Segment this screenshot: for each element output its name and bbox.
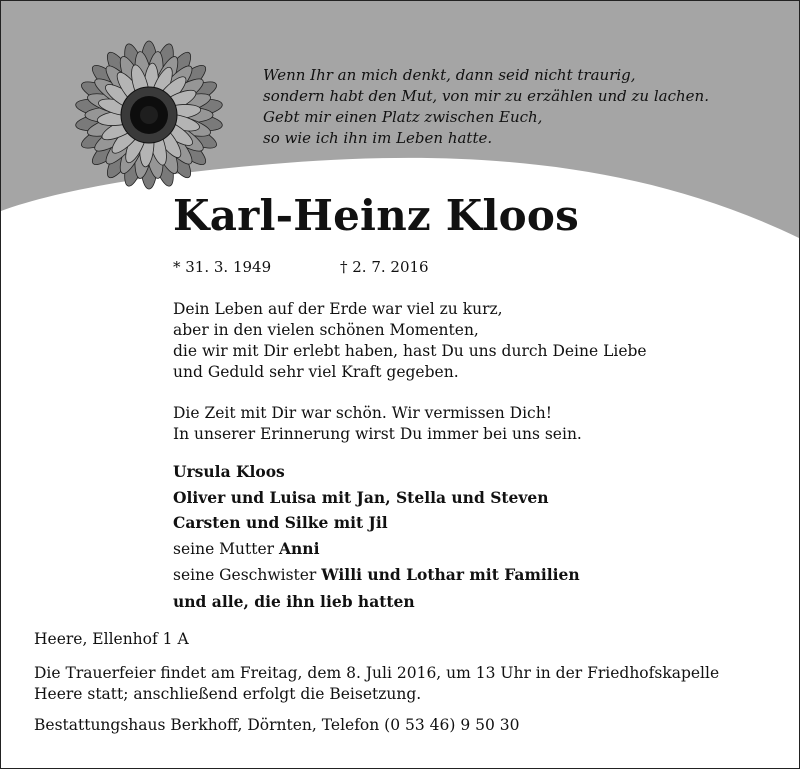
undertaker-line: Bestattungshaus Berkhoff, Dörnten, Telefon (0 53 46) 9 50 30 <box>34 716 520 734</box>
tribute-line: aber in den vielen schönen Momenten, <box>173 321 479 339</box>
deceased-name: Karl-Heinz Kloos <box>173 191 579 240</box>
tribute-line: In unserer Erinnerung wirst Du immer bei uns sein. <box>173 425 582 443</box>
mother-prefix: seine Mutter <box>173 539 275 558</box>
tribute-line: Dein Leben auf der Erde war viel zu kurz, <box>173 300 503 318</box>
siblings-names: Willi und Lothar mit Familien <box>321 565 580 585</box>
poem-line: Gebt mir einen Platz zwischen Euch, <box>263 108 543 126</box>
birth-date: * 31. 3. 1949 <box>173 258 272 276</box>
address <box>34 629 189 650</box>
undertaker-info <box>34 715 520 736</box>
mourner-line: Oliver und Luisa mit Jan, Stella und Steven <box>173 487 549 507</box>
ceremony-line: Die Trauerfeier findet am Freitag, dem 8. Juli 2016, um 13 Uhr in der Friedhofskapelle <box>34 664 720 682</box>
tribute-paragraph-2 <box>173 403 582 445</box>
poem <box>263 65 773 149</box>
death-date: † 2. 7. 2016 <box>340 258 429 276</box>
mourner-line-siblings <box>173 562 580 589</box>
mourner-line: Carsten und Silke mit Jil <box>173 513 388 533</box>
mother-name: Anni <box>279 538 320 558</box>
flower-center-highlight <box>140 106 158 124</box>
mourner-line: und alle, die ihn lieb hatten <box>173 591 415 611</box>
siblings-prefix: seine Geschwister <box>173 566 317 585</box>
ceremony-line: Heere statt; anschließend erfolgt die Beisetzung. <box>34 685 422 703</box>
tribute-line: Die Zeit mit Dir war schön. Wir vermissen Dich! <box>173 404 552 422</box>
poem-line: sondern habt den Mut, von mir zu erzählen und zu lachen. <box>263 87 709 105</box>
tribute-line: die wir mit Dir erlebt haben, hast Du uns durch Deine Liebe <box>173 342 647 360</box>
mourner-line: Ursula Kloos <box>173 462 285 481</box>
tribute-line: und Geduld sehr viel Kraft gegeben. <box>173 363 459 381</box>
ceremony-info <box>34 663 719 705</box>
mourners-list <box>173 459 580 615</box>
address-line: Heere, Ellenhof 1 A <box>34 630 189 648</box>
poem-line: Wenn Ihr an mich denkt, dann seid nicht traurig, <box>263 66 636 84</box>
poem-line: so wie ich ihn im Leben hatte. <box>263 129 493 147</box>
tribute-paragraph-1 <box>173 299 647 383</box>
mourner-line-mother <box>173 536 580 563</box>
gerbera-flower-image <box>59 23 239 193</box>
